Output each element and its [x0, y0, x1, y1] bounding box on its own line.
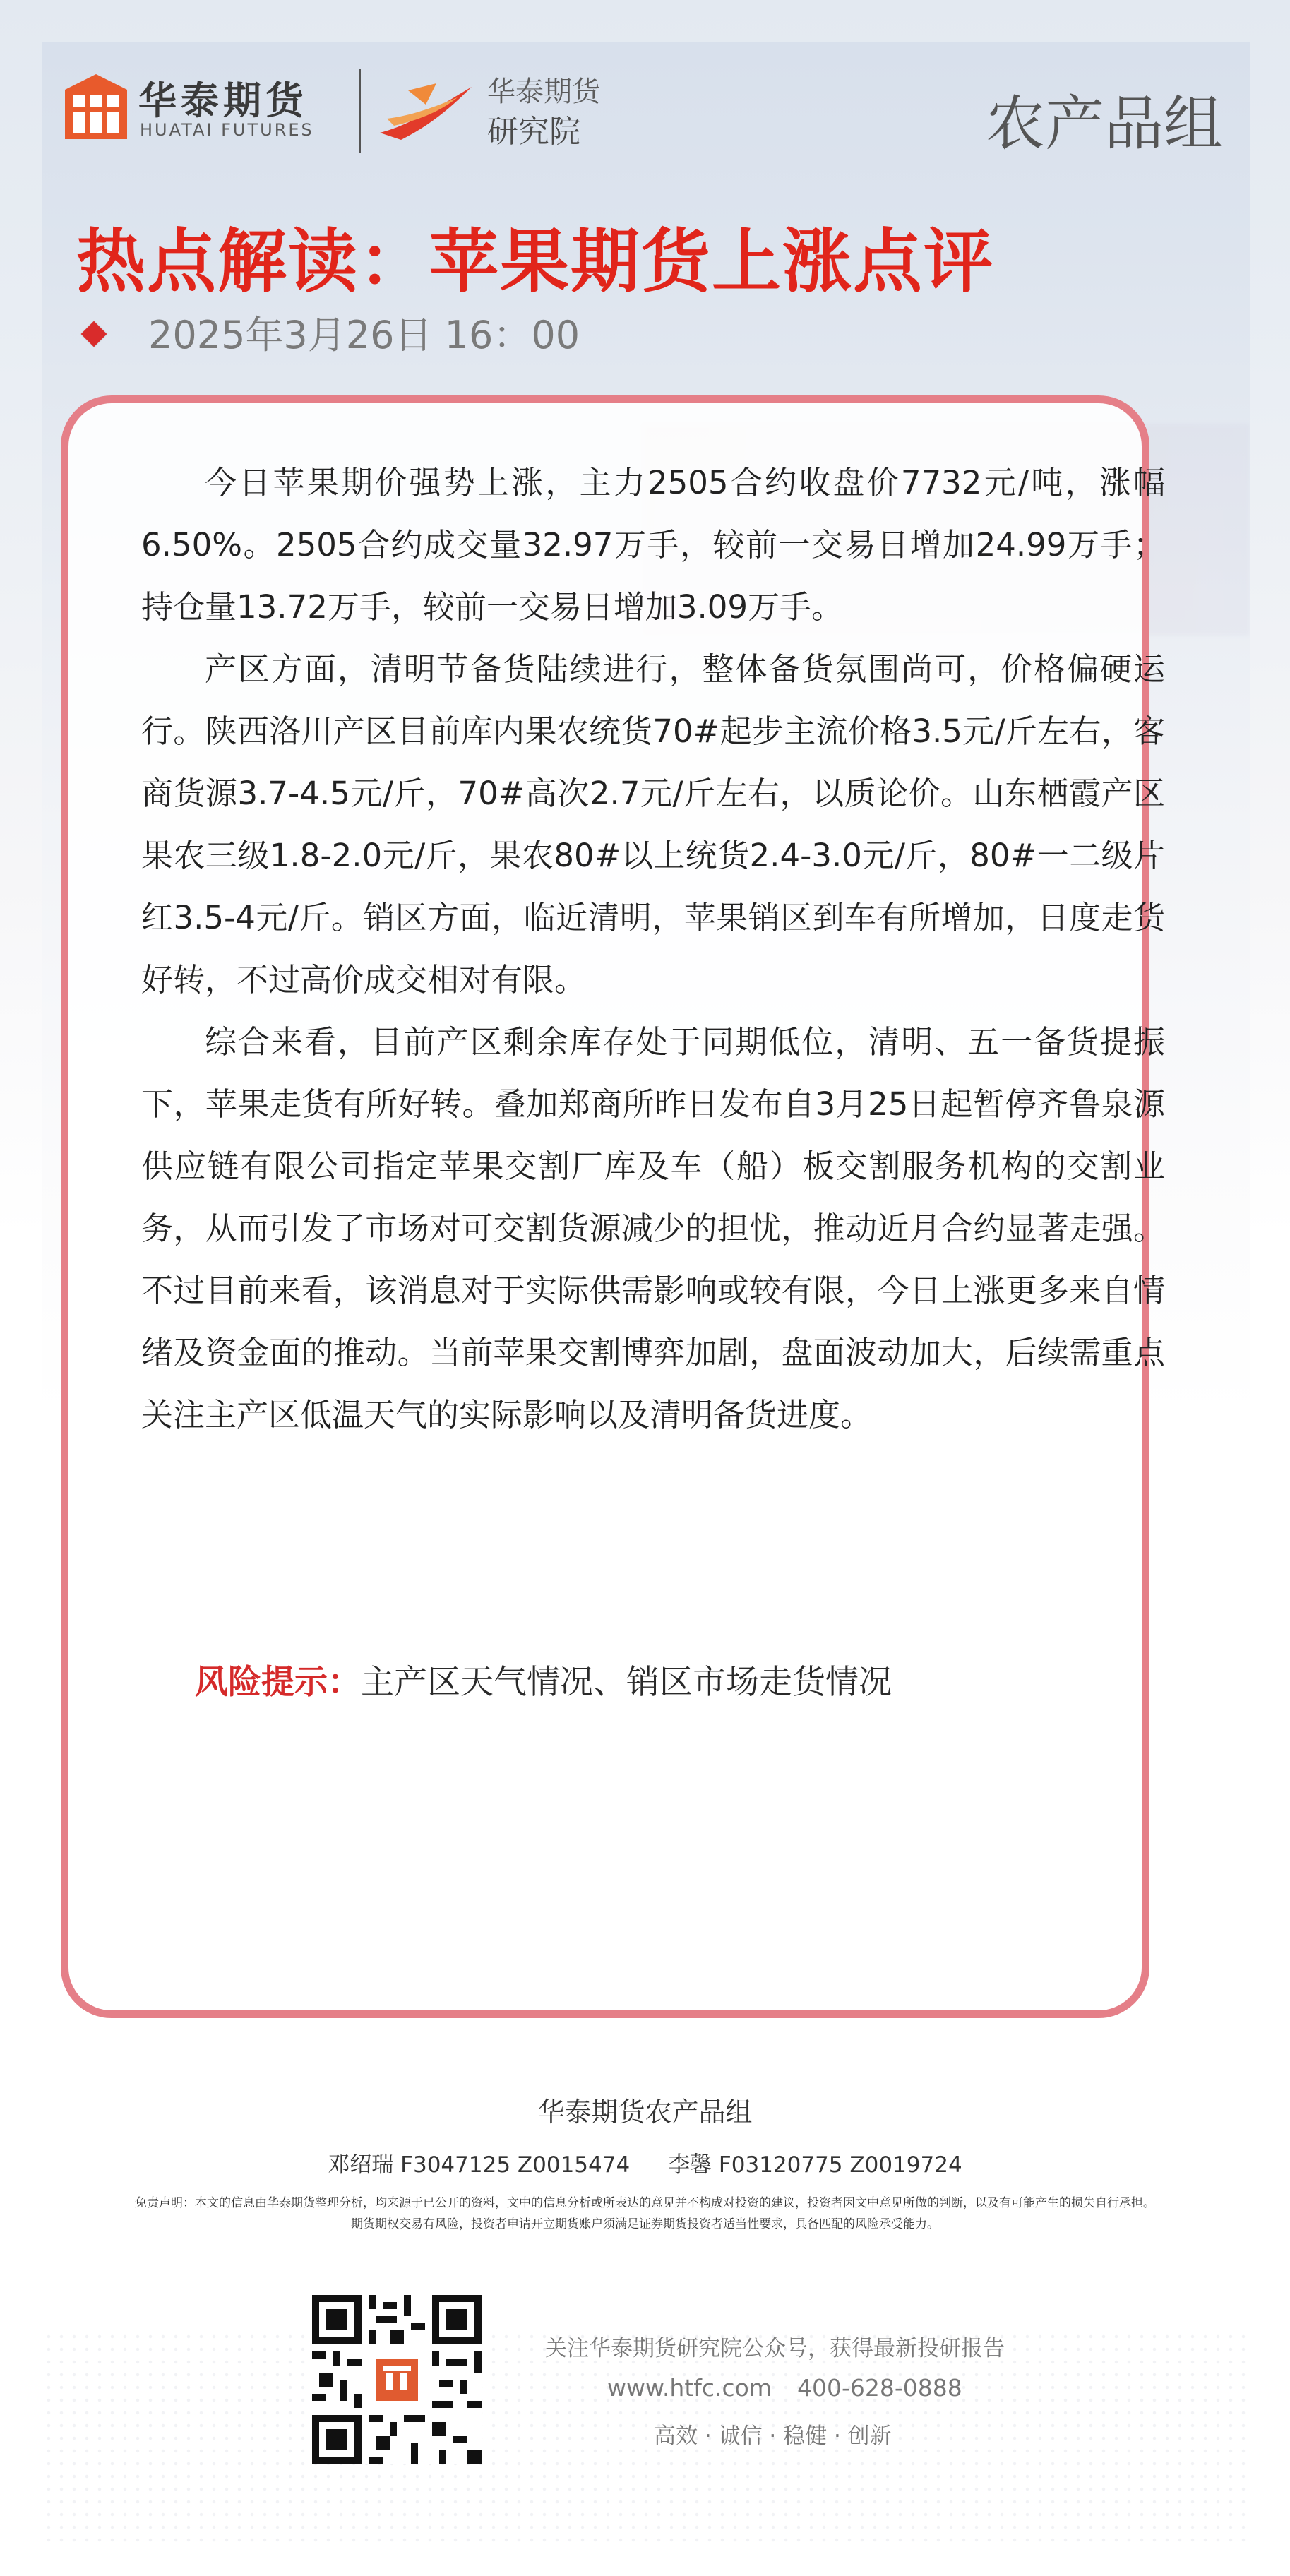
huatai-logo-icon: [65, 74, 127, 139]
website-link[interactable]: www.htfc.com: [607, 2374, 772, 2402]
article-datetime: 2025年3月26日 16：00: [148, 313, 580, 357]
institute-name-line2: 研究院: [487, 114, 580, 150]
paragraph: 综合来看，目前产区剩余库存处于同期低位，清明、五一备货提振下，苹果走货有所好转。叠加郑商所昨日发布自3月25日起暂停齐鲁泉源供应链有限公司指定苹果交割厂库及车（船）板交割服务机构的交割业务，从而引发了市场对可交割货源减少的担忧，推动近月合约显著走强。不过目前来看，该消息对于实际供需影响或较有限，今日上涨更多来自情绪及资金面的推动。当前苹果交割博弈加剧，盘面波动加大，后续需重点关注主产区低温天气的实际影响以及清明备货进度。: [141, 1023, 1165, 1433]
brand-name-en: HUATAI FUTURES: [140, 120, 314, 140]
article-body: [141, 452, 1165, 1446]
analyst-list: [0, 2147, 1290, 2178]
analyst-entry: 李馨 F03120775 Z0019724: [668, 2152, 962, 2178]
risk-text: 主产区天气情况、销区市场走货情况: [361, 1663, 892, 1702]
footer-group-name: 华泰期货农产品组: [537, 2097, 753, 2128]
paragraph: 产区方面，清明节备货陆续进行，整体备货氛围尚可，价格偏硬运行。陕西洛川产区目前库内果农统货70#起步主流价格3.5元/斤左右，客商货源3.7-4.5元/斤，70#高次2.7元/斤左右，以质论价。山东栖霞产区果农三级1.8-2.0元/斤，果农80#以上统货2.4-3.0元/斤，80#一二级片红3.5-4元/斤。销区方面，临近清明，苹果销区到车有所增加，日度走货好转，不过高价成交相对有限。: [141, 650, 1165, 998]
paragraph: 今日苹果期价强势上涨，主力2505合约收盘价7732元/吨，涨幅6.50%。2505合约成交量32.97万手，较前一交易日增加24.99万手；持仓量13.72万手，较前一交易日增加3.09万手。: [141, 464, 1165, 626]
risk-label: 风险提示：: [195, 1663, 361, 1702]
risk-warning: [195, 1656, 892, 1703]
header-divider: [359, 69, 361, 153]
article-title: 热点解读：苹果期货上涨点评: [76, 222, 995, 302]
decorative-dots: [42, 2330, 1250, 2542]
qr-code-icon: [312, 2295, 482, 2464]
brand-name-cn: 华泰期货: [138, 78, 308, 123]
phone-number: 400-628-0888: [797, 2374, 962, 2402]
research-institute-logo-icon: [373, 76, 479, 147]
contact-line: [607, 2374, 988, 2402]
company-motto: 高效 · 诚信 · 稳健 · 创新: [654, 2423, 892, 2449]
follow-prompt: 关注华泰期货研究院公众号，获得最新投研报告: [545, 2336, 1005, 2361]
group-title: 农产品组: [985, 89, 1223, 158]
disclaimer: 免责声明：本文的信息由华泰期货整理分析，均来源于已公开的资料，文中的信息分析或所表达的意见并不构成对投资的建议，投资者因文中意见所做的判断，以及有可能产生的损失自行承担。期货期权交易有风险，投资者申请开立期货账户须满足证券期货投资者适当性要求，具备匹配的风险承受能力。: [135, 2196, 1155, 2231]
institute-name-line1: 华泰期货: [487, 76, 600, 108]
analyst-entry: 邓绍瑞 F3047125 Z0015474: [328, 2152, 631, 2178]
qr-code[interactable]: [312, 2295, 482, 2464]
